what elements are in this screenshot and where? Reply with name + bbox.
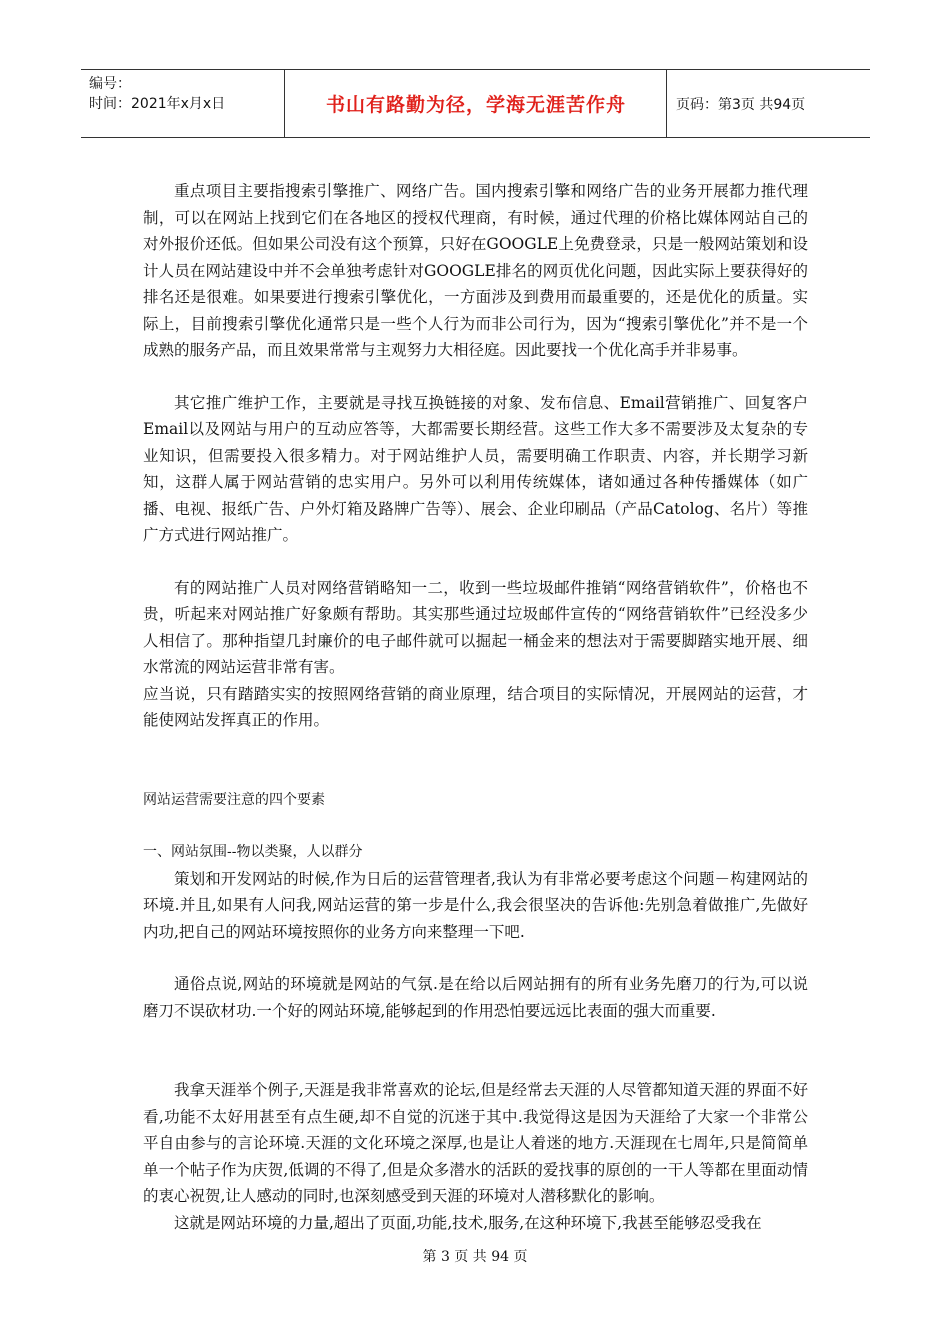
page-footer: 第 3 页 共 94 页 <box>422 1249 528 1265</box>
section-title: 网站运营需要注意的四个要素 <box>143 791 325 808</box>
subsection-title: 一、网站氛围--物以类聚，人以群分 <box>143 844 363 860</box>
paragraph: 策划和开发网站的时候,作为日后的运营管理者,我认为有非常必要考虑这个问题－构建网站的环境.并且,如果有人问我,网站运营的第一步是什么,我会很坚决的告诉他:先别急着做推广,先做好内功,把自己的网站环境按照你的业务方向来整理一下吧. <box>143 869 808 941</box>
paragraph: 我拿天涯举个例子,天涯是我非常喜欢的论坛,但是经常去天涯的人尽管都知道天涯的界面不好看,功能不太好用甚至有点生硬,却不自觉的沉迷于其中.我觉得这是因为天涯给了大家一个非常公平自由参与的言论环境.天涯的文化环境之深厚,也是让人着迷的地方.天涯现在七周年,只是简简单单一个帖子作为庆贺,低调的不得了,但是众多潜水的活跃的爱找事的原创的一干人等都在里面动情的衷心祝贺,让人感动的同时,也深刻感受到天涯的环境对人潜移默化的影响。 <box>143 1081 808 1205</box>
header-meta <box>89 74 225 114</box>
header-divider <box>284 70 285 137</box>
document-body <box>143 178 808 1236</box>
header-page-info: 页码：第3页 共94页 <box>676 96 806 113</box>
paragraph: 应当说，只有踏踏实实的按照网络营销的商业原理，结合项目的实际情况，开展网站的运营，才能使网站发挥真正的作用。 <box>143 684 808 729</box>
paragraph: 重点项目主要指搜索引擎推广、网络广告。国内搜索引擎和网络广告的业务开展都力推代理制，可以在网站上找到它们在各地区的授权代理商，有时候，通过代理的价格比媒体网站自己的对外报价还低。但如果公司没有这个预算，只好在GOOGLE上免费登录，只是一般网站策划和设计人员在网站建设中并不会单独考虑针对GOOGLE排名的网页优化问题，因此实际上要获得好的排名还是很难。如果要进行搜索引擎优化，一方面涉及到费用而最重要的，还是优化的质量。实际上，目前搜索引擎优化通常只是一些个人行为而非公司行为，因为“搜索引擎优化”并不是一个成熟的服务产品，而且效果常常与主观努力大相径庭。因此要找一个优化高手并非易事。 <box>143 182 808 359</box>
code-label: 编号： <box>89 76 131 92</box>
paragraph: 通俗点说,网站的环境就是网站的气氛.是在给以后网站拥有的所有业务先磨刀的行为,可以说磨刀不误砍材功.一个好的网站环境,能够起到的作用恐怕要远远比表面的强大而重要. <box>143 975 808 1020</box>
header-motto: 书山有路勤为径，学海无涯苦作舟 <box>325 94 626 116</box>
paragraph: 这就是网站环境的力量,超出了页面,功能,技术,服务,在这种环境下,我甚至能够忍受我在 <box>174 1213 762 1232</box>
date-line: 时间：2021年x月x日 <box>89 96 226 112</box>
page-header <box>81 69 870 138</box>
paragraph: 其它推广维护工作，主要就是寻找互换链接的对象、发布信息、Email营销推广、回复客户Email以及网站与用户的互动应答等，大都需要长期经营。这些工作大多不需要涉及太复杂的专业知识，但需要投入很多精力。对于网站维护人员，需要明确工作职责、内容，并长期学习新知，这群人属于网站营销的忠实用户。另外可以利用传统媒体，诸如通过各种传播媒体（如广播、电视、报纸广告、户外灯箱及路牌广告等）、展会、企业印刷品（产品Catolog、名片）等推广方式进行网站推广。 <box>143 393 808 544</box>
paragraph: 有的网站推广人员对网络营销略知一二，收到一些垃圾邮件推销“网络营销软件”，价格也不贵，听起来对网站推广好象颇有帮助。其实那些通过垃圾邮件宣传的“网络营销软件”已经没多少人相信了。那种指望几封廉价的电子邮件就可以掘起一桶金来的想法对于需要脚踏实地开展、细水常流的网站运营非常有害。 <box>143 578 808 676</box>
